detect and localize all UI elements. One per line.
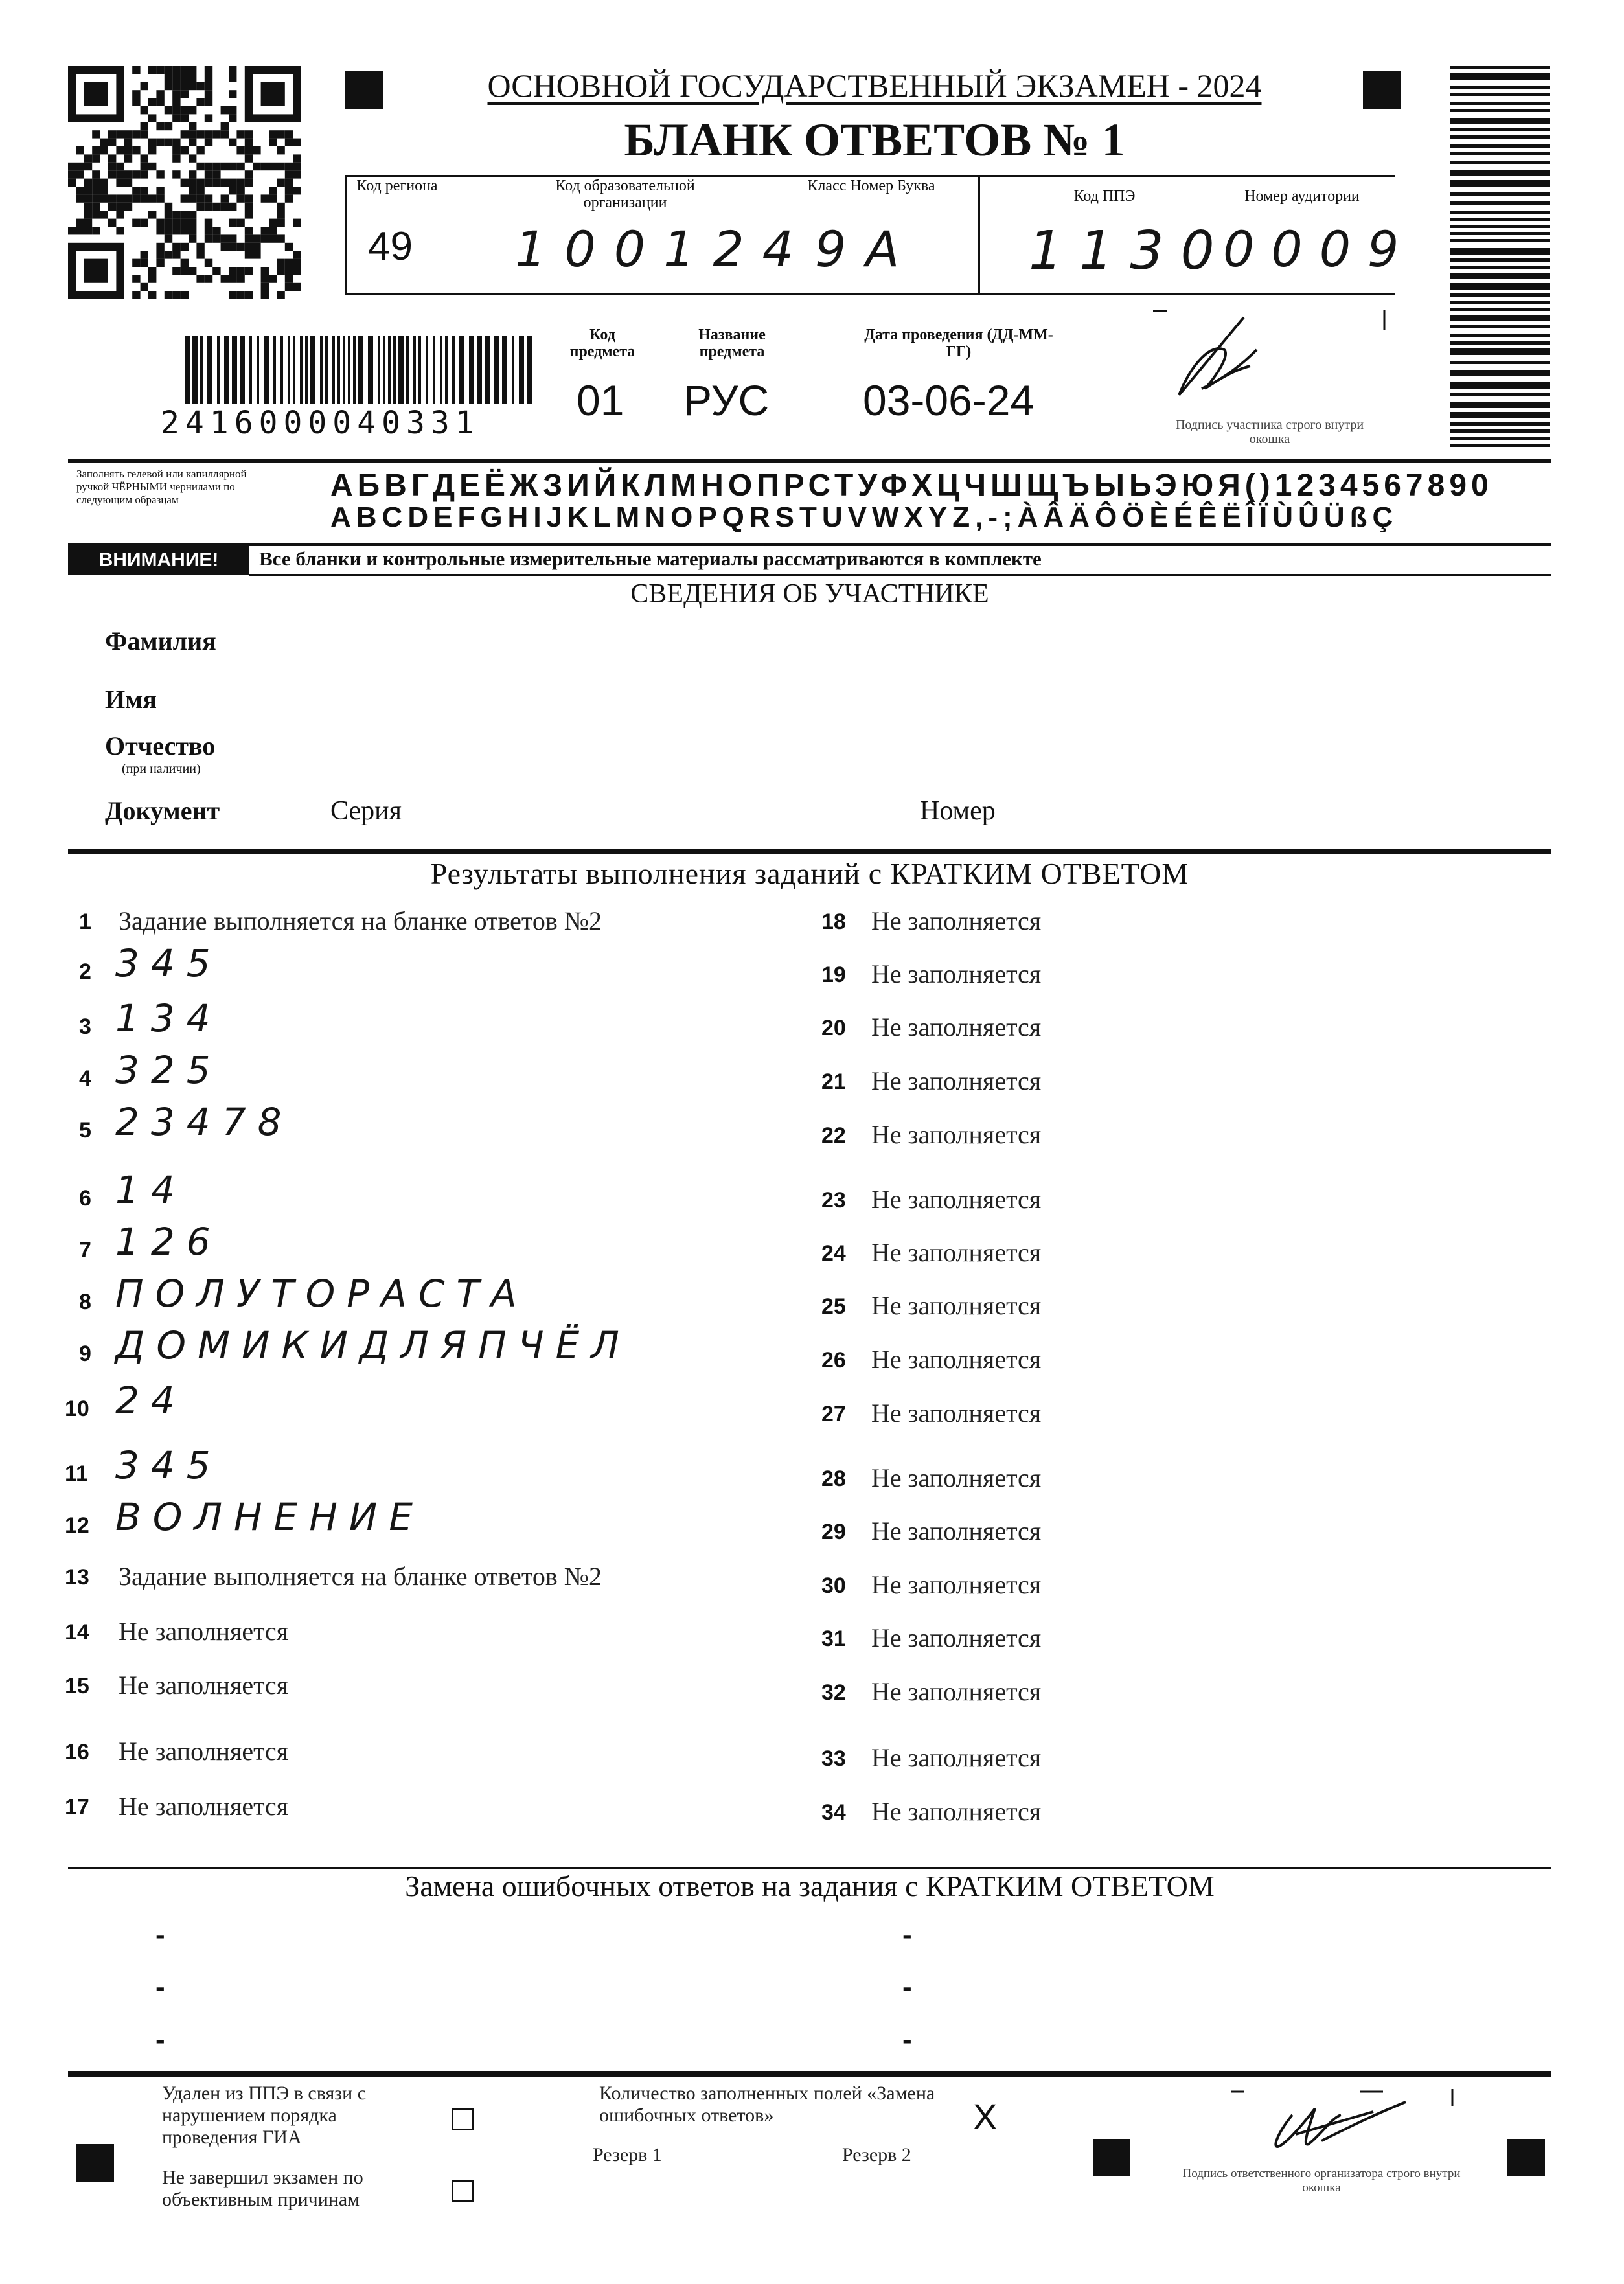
task-answer[interactable]: 345: [115, 941, 222, 985]
task-note: Не заполняется: [871, 1797, 1042, 1826]
task-number: 21: [821, 1069, 846, 1094]
task-note: Не заполняется: [871, 1677, 1042, 1706]
ppe-code-value: 1130: [1029, 220, 1231, 282]
subject-name-value: РУС: [683, 376, 770, 424]
codes-box-bottom: [345, 293, 1395, 295]
subject-name-label: Название предмета: [698, 326, 766, 360]
surname-field[interactable]: [272, 619, 1542, 657]
region-code-label: Код региона: [356, 177, 438, 194]
task-answer[interactable]: ПОЛУТОРАСТА: [115, 1272, 529, 1316]
task-note: Не заполняется: [871, 906, 1042, 935]
task-note: Не заполняется: [871, 1463, 1042, 1492]
series-field[interactable]: [421, 789, 875, 828]
not-finished-label: Не завершил экзамен по объективным причинам: [162, 2167, 363, 2210]
task-number: 1: [79, 909, 91, 934]
task-note: Не заполняется: [871, 1291, 1042, 1320]
replacement-dash-left-3[interactable]: -: [155, 2024, 165, 2055]
task-answer[interactable]: 134: [115, 996, 222, 1040]
not-finished-checkbox[interactable]: [452, 2180, 474, 2202]
org-code-label: Код образовательной организации: [555, 177, 695, 211]
task-number: 6: [79, 1186, 91, 1211]
qr-code: [68, 66, 301, 307]
task-note: Не заполняется: [871, 1399, 1042, 1428]
registration-mark-bottom-right: [1507, 2139, 1545, 2176]
exam-title: ОСНОВНОЙ ГОСУДАРСТВЕННЫЙ ЭКЗАМЕН - 2024: [487, 67, 1262, 104]
task-answer[interactable]: ДОМИКИДЛЯПЧЁЛ: [115, 1323, 631, 1367]
task-note: Не заполняется: [871, 1012, 1042, 1042]
class-value: 9А: [815, 220, 919, 278]
task-number: 20: [821, 1016, 846, 1040]
task-note: Не заполняется: [871, 1623, 1042, 1652]
exam-date-value: 03-06-24: [863, 376, 1035, 424]
task-number: 13: [65, 1565, 89, 1590]
registration-mark-bottom-center: [1093, 2139, 1130, 2176]
task-note: Не заполняется: [871, 1570, 1042, 1599]
task-answer[interactable]: 14: [115, 1168, 187, 1212]
replacement-count-label: Количество заполненных полей «Замена ошибочных ответов»: [599, 2083, 935, 2126]
class-label: Класс Номер Буква: [807, 177, 935, 194]
organizer-signature: [1218, 2083, 1464, 2167]
name-label: Имя: [105, 685, 157, 714]
task-number: 11: [65, 1461, 88, 1486]
name-field[interactable]: [272, 677, 1542, 716]
task-note: Не заполняется: [871, 1516, 1042, 1546]
warning-badge: ВНИМАНИЕ!: [68, 545, 249, 575]
room-number-label: Номер аудитории: [1244, 188, 1360, 205]
warning-line: [68, 543, 1551, 546]
removed-checkbox[interactable]: [452, 2108, 474, 2130]
task-number: 5: [79, 1118, 91, 1143]
ppe-code-label: Код ППЭ: [1073, 188, 1136, 205]
registration-mark-top-right: [1363, 71, 1401, 109]
side-barcode: [1450, 66, 1550, 448]
subject-code-value: 01: [577, 376, 624, 424]
task-number: 8: [79, 1290, 91, 1314]
task-number: 31: [821, 1627, 846, 1651]
task-note: Не заполняется: [871, 1345, 1042, 1374]
task-answer[interactable]: 126: [115, 1220, 222, 1264]
task-note: Не заполняется: [871, 1185, 1042, 1214]
task-answer[interactable]: ВОЛНЕНИЕ: [115, 1495, 424, 1539]
task-answer[interactable]: 23478: [115, 1100, 293, 1144]
sample-row-latin: ABCDEFGHIJKLMNOPQRSTUVWXYZ,-;ÀÂÄÔÖÈÉÊËÎÏÙÛÜßÇ: [330, 501, 1399, 533]
task-number: 28: [821, 1467, 846, 1491]
task-note: Не заполняется: [119, 1792, 289, 1821]
task-number: 15: [65, 1674, 89, 1698]
replacement-count-value[interactable]: X: [973, 2096, 998, 2137]
document-label: Документ: [105, 796, 220, 825]
region-code-value: 49: [368, 224, 413, 269]
codes-box-border: [345, 175, 1395, 177]
replacement-dash-right-2[interactable]: -: [902, 1971, 912, 2003]
task-number: 4: [79, 1066, 91, 1091]
task-number: 22: [821, 1123, 846, 1148]
task-number: 27: [821, 1402, 846, 1426]
participant-signature: [1140, 304, 1393, 418]
task-number: 30: [821, 1573, 846, 1598]
task-number: 34: [821, 1800, 846, 1825]
task-note: Не заполняется: [871, 1066, 1042, 1095]
task-answer[interactable]: 345: [115, 1443, 222, 1487]
task-number: 7: [79, 1238, 91, 1262]
sample-instruction: Заполнять гелевой или капиллярной ручкой ЧЁРНЫМИ чернилами по следующим образцам: [76, 468, 247, 506]
task-number: 18: [821, 909, 846, 934]
task-note: Задание выполняется на бланке ответов №2: [119, 1562, 602, 1591]
task-number: 19: [821, 963, 846, 987]
header-divider: [68, 459, 1551, 463]
replacement-divider: [68, 2071, 1551, 2077]
task-number: 3: [79, 1014, 91, 1039]
barcode-number: 2416000040331: [161, 405, 480, 441]
task-note: Не заполняется: [119, 1737, 289, 1766]
task-number: 9: [79, 1342, 91, 1366]
codes-box-divider: [978, 176, 980, 293]
task-note: Задание выполняется на бланке ответов №2: [119, 906, 602, 935]
replacement-dash-left-1[interactable]: -: [155, 1919, 165, 1950]
task-note: Не заполняется: [871, 1120, 1042, 1149]
reserve-1-label: Резерв 1: [593, 2144, 662, 2165]
task-number: 16: [65, 1740, 89, 1764]
participant-section-title: СВЕДЕНИЯ ОБ УЧАСТНИКЕ: [630, 579, 989, 609]
task-number: 2: [79, 959, 91, 984]
task-note: Не заполняется: [119, 1617, 289, 1646]
task-number: 23: [821, 1188, 846, 1213]
task-note: Не заполняется: [871, 1238, 1042, 1267]
task-number: 26: [821, 1348, 846, 1373]
replacement-dash-left-2[interactable]: -: [155, 1971, 165, 2003]
organizer-signature-caption: Подпись ответственного организатора строго внутри окошка: [1182, 2167, 1461, 2195]
room-number-value: 0009: [1223, 220, 1416, 278]
document-number-label: Номер: [920, 796, 996, 826]
exam-date-label: Дата проведения (ДД-ММ-ГГ): [864, 326, 1053, 360]
task-number: 10: [65, 1397, 89, 1421]
reserve-2-label: Резерв 2: [842, 2144, 911, 2165]
registration-mark-bottom-left: [76, 2144, 114, 2182]
task-number: 29: [821, 1520, 846, 1544]
subject-code-label: Код предмета: [569, 326, 635, 360]
document-number-field[interactable]: [1030, 789, 1542, 828]
task-note: Не заполняется: [871, 959, 1042, 988]
replacement-title: Замена ошибочных ответов на задания с КРАТКИМ ОТВЕТОМ: [405, 1869, 1215, 1902]
registration-mark-top-left: [345, 71, 383, 109]
warning-text: Все бланки и контрольные измерительные материалы рассматриваются в комплекте: [259, 547, 1042, 570]
replacement-dash-right-1[interactable]: -: [902, 1919, 912, 1950]
sample-row-cyrillic: АБВГДЕЁЖЗИЙКЛМНОПРСТУФХЦЧШЩЪЫЬЭЮЯ()1234567890: [330, 468, 1493, 503]
replacement-dash-right-3[interactable]: -: [902, 2024, 912, 2055]
warning-underline: [249, 574, 1551, 576]
task-number: 32: [821, 1680, 846, 1705]
task-note: Не заполняется: [119, 1671, 289, 1700]
task-number: 24: [821, 1241, 846, 1266]
task-number: 12: [65, 1513, 89, 1538]
patronymic-label: Отчество: [105, 731, 216, 760]
task-answer[interactable]: 325: [115, 1048, 222, 1092]
results-title: Результаты выполнения заданий с КРАТКИМ ОТВЕТОМ: [430, 857, 1189, 890]
removed-label: Удален из ППЭ в связи с нарушением порядка проведения ГИА: [162, 2083, 367, 2148]
task-answer[interactable]: 24: [115, 1378, 187, 1422]
signature-caption: Подпись участника строго внутри окошка: [1175, 418, 1364, 446]
patronymic-note: (при наличии): [122, 762, 201, 776]
task-number: 14: [65, 1620, 89, 1645]
series-label: Серия: [330, 796, 402, 826]
codes-box-left: [345, 175, 347, 295]
participant-divider: [68, 849, 1551, 854]
org-code-value: 100124: [515, 220, 812, 278]
task-note: Не заполняется: [871, 1743, 1042, 1772]
task-number: 25: [821, 1294, 846, 1319]
form-title: БЛАНК ОТВЕТОВ № 1: [624, 114, 1125, 166]
task-number: 33: [821, 1746, 846, 1771]
surname-label: Фамилия: [105, 626, 216, 656]
task-number: 17: [65, 1795, 89, 1820]
patronymic-field[interactable]: [272, 725, 1542, 764]
